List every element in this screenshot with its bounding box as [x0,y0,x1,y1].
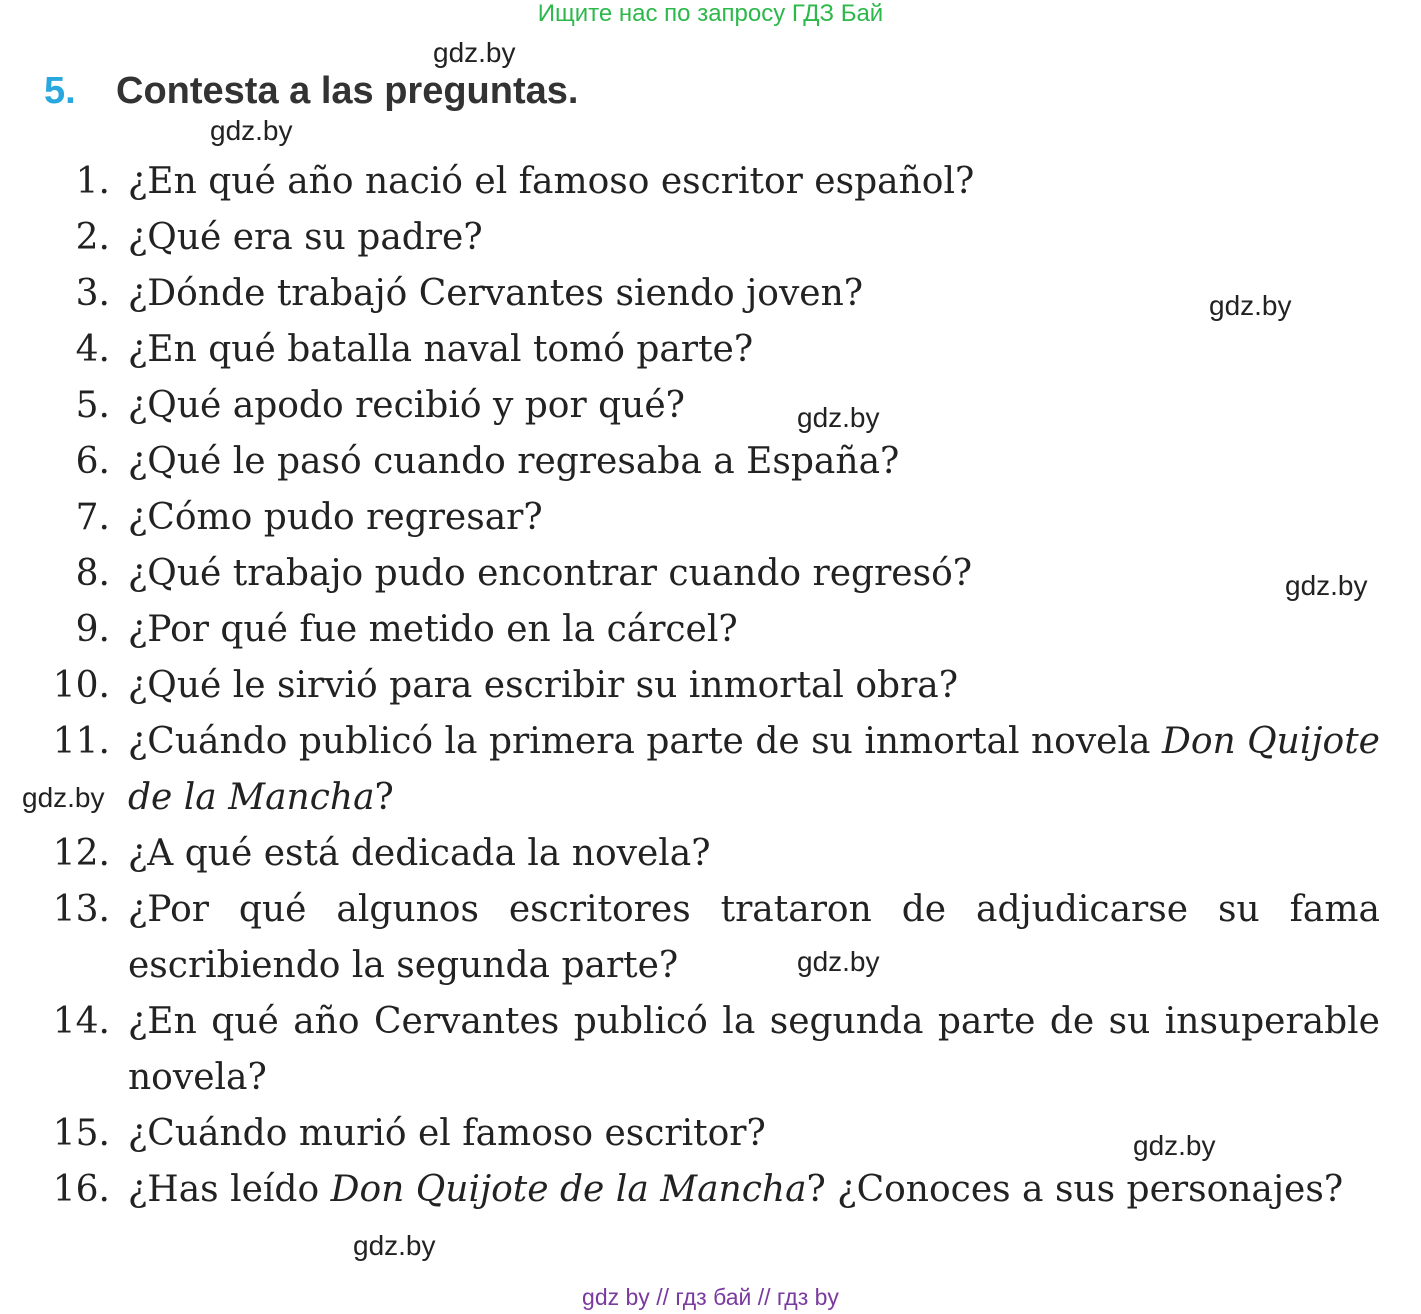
watermark: gdz.by [22,782,105,813]
exercise-number: 5. [44,70,76,112]
question-item [30,546,1380,602]
question-number: 13. [52,889,110,930]
question-text-part: ¿Por qué fue metido en la cárcel? [128,609,738,650]
question-text [128,826,1380,882]
question-item [30,994,1380,1106]
question-item [30,826,1380,882]
question-number: 1. [75,161,110,202]
question-item [30,714,1380,826]
question-text [128,1162,1380,1218]
question-number: 4. [75,329,110,370]
question-number: 5. [75,385,110,426]
question-text [128,602,1380,658]
question-number: 7. [75,497,110,538]
question-number: 3. [75,273,110,314]
question-item [30,490,1380,546]
watermark: gdz.by [433,37,516,68]
question-text-part: ¿Por qué algunos escritores trataron de adjudicarse su fama escribiendo la segunda parte? [128,889,1380,986]
question-text [128,994,1380,1106]
question-text-part: ¿A qué está dedicada la novela? [128,833,711,874]
question-text [128,210,1380,266]
question-text [128,154,1380,210]
question-number: 8. [75,553,110,594]
question-text [128,658,1380,714]
question-text-part: ¿Cuándo murió el famoso escritor? [128,1113,766,1154]
watermark: gdz.by [1209,290,1292,321]
exercise-title: Contesta a las preguntas. [116,70,579,112]
question-item [30,210,1380,266]
question-text-part: ¿Qué le pasó cuando regresaba a España? [128,441,900,482]
question-item [30,266,1380,322]
question-number: 16. [52,1169,110,1210]
question-number: 6. [75,441,110,482]
question-text-part: ¿Qué le sirvió para escribir su inmortal obra? [128,665,959,706]
question-item [30,1162,1380,1218]
question-text-part: ¿En qué año Cervantes publicó la segunda parte de su insuperable novela? [128,1001,1380,1098]
question-text [128,882,1380,994]
question-text [128,546,1380,602]
question-number: 14. [52,1001,110,1042]
question-text [128,434,1380,490]
question-text [128,490,1380,546]
question-text-part: ¿Cuándo publicó la primera parte de su inmortal novela [128,721,1162,762]
question-text-part: ¿Qué trabajo pudo encontrar cuando regresó? [128,553,973,594]
question-number: 15. [52,1113,110,1154]
top-banner: Ищите нас по запросу ГДЗ Бай [537,0,884,27]
book-title: Don Quijote de la Mancha [330,1169,807,1210]
question-number: 12. [52,833,110,874]
question-text-part: ¿Dónde trabajó Cervantes siendo joven? [128,273,864,314]
question-number: 9. [75,609,110,650]
question-number: 11. [52,721,110,762]
question-number: 10. [52,665,110,706]
question-text-part: ¿Qué apodo recibió y por qué? [128,385,685,426]
question-text [128,378,1380,434]
question-item [30,378,1380,434]
watermark: gdz.by [1133,1130,1216,1161]
question-text [128,322,1380,378]
question-item [30,658,1380,714]
question-number: 2. [75,217,110,258]
question-text-part: ¿Cómo pudo regresar? [128,497,543,538]
question-text-part: ¿En qué batalla naval tomó parte? [128,329,754,370]
watermark: gdz.by [797,946,880,977]
question-item [30,154,1380,210]
question-text-part: ¿Has leído [128,1169,331,1210]
question-item [30,434,1380,490]
question-text-part: ¿En qué año nació el famoso escritor español? [128,161,975,202]
question-item [30,882,1380,994]
book-title: Don Quijote de la Mancha [128,721,1380,818]
footer-links: gdz by // гдз бай // гдз by [582,1284,839,1310]
question-text [128,714,1380,826]
question-text-part: ? [374,777,394,818]
question-item [30,322,1380,378]
watermark: gdz.by [1285,570,1368,601]
watermark: gdz.by [353,1230,436,1261]
question-text-part: ¿Qué era su padre? [128,217,483,258]
question-text [128,266,1380,322]
watermark: gdz.by [210,115,293,146]
question-list [30,154,1380,1218]
question-item [30,602,1380,658]
question-text-part: ? ¿Conoces a sus personajes? [806,1169,1344,1210]
watermark: gdz.by [797,402,880,433]
